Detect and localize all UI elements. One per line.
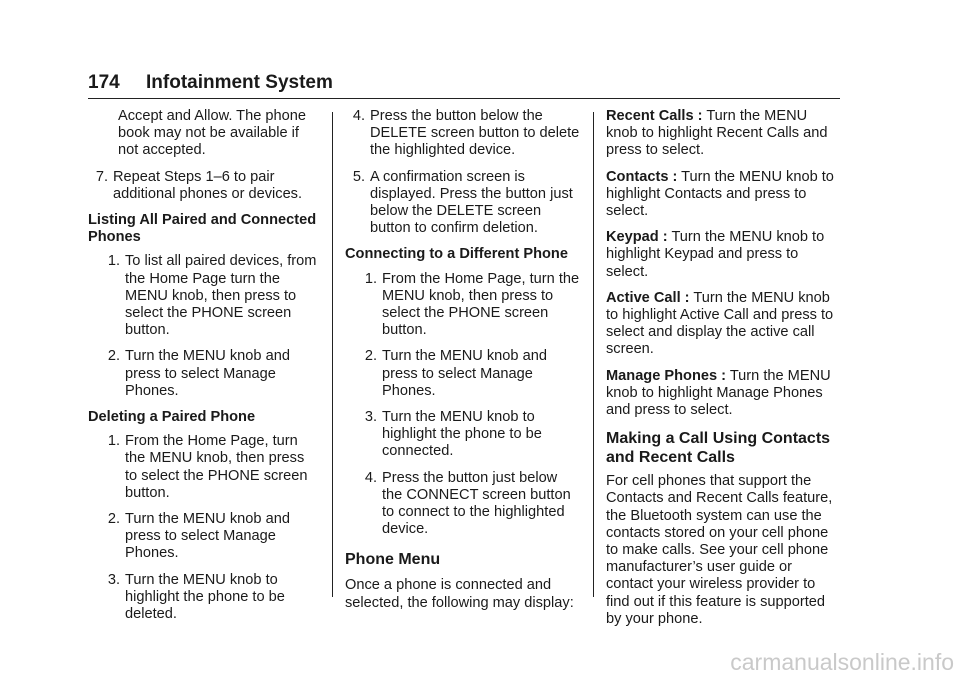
subheading-deleting: Deleting a Paired Phone [88,409,256,426]
option-text: Turn the MENU knob to highlight Active Call and press to select and display the active call screen. [606,289,834,358]
column-2 [345,108,581,621]
option-text: Turn the MENU knob to highlight Recent Calls and press to select. [606,108,828,159]
column-divider [332,112,333,597]
option-text: Turn the MENU knob to highlight Contacts and press to select. [606,168,834,220]
item-text: Press the button just below the CONNECT screen button to connect to the highlighted device. [382,469,571,538]
item-text: Turn the MENU knob to highlight the phone to be connected. [382,409,542,460]
watermark-text: carmanualsonline.info [730,649,954,675]
item-text: Turn the MENU knob and press to select Manage Phones. [125,511,290,562]
section-title: Infotainment System [146,72,333,93]
page-number: 174 [88,72,120,93]
list-item [88,511,320,563]
item-number: 7. [95,168,108,185]
column-1 [88,108,320,632]
item-number: 2. [364,348,377,365]
making-call-body: For cell phones that support the Contacts and Recent Calls feature, the Bluetooth system can use the contacts stored on your cell phone to make calls. See your cell phone manufacturer’s user guide or contact your wireless provider to find out if this feature is supported by your phone. [606,473,833,627]
item-text: Turn the MENU knob and press to select Manage Phones. [382,348,547,399]
list-item [88,253,320,339]
list-item [345,348,581,400]
list-item [345,470,581,539]
phone-menu-body: Once a phone is connected and selected, the following may display: [345,577,574,611]
option-contacts [606,169,840,221]
list-item [345,169,581,238]
item-text: From the Home Page, turn the MENU knob, then press to select the PHONE screen button. [382,270,580,339]
item-number: 2. [107,348,120,365]
item-number: 1. [107,433,120,450]
list-item [88,433,320,502]
list-item [88,169,320,203]
option-term: Manage Phones : [606,367,727,384]
item-text: A confirmation screen is displayed. Press the button just below the DELETE screen button to confirm deletion. [370,168,573,237]
subheading-listing: Listing All Paired and Connected Phones [88,212,317,246]
column-3 [606,108,840,637]
option-term: Keypad : [606,229,668,246]
option-manage-phones [606,368,840,420]
list-item [88,348,320,400]
item-text: Press the button below the DELETE screen button to delete the highlighted device. [370,108,580,159]
option-recent-calls [606,108,840,160]
page-header [88,70,840,100]
header-rule [88,98,840,99]
item-number: 3. [107,571,120,588]
subheading-connecting: Connecting to a Different Phone [345,246,568,263]
heading-phone-menu: Phone Menu [345,551,441,569]
option-active-call [606,290,840,359]
option-term: Active Call : [606,289,690,306]
option-term: Contacts : [606,168,678,185]
option-term: Recent Calls : [606,108,703,124]
item-text: Turn the MENU knob and press to select Manage Phones. [125,348,290,399]
column-divider [593,112,594,597]
item-text: Turn the MENU knob to highlight the phone to be deleted. [125,571,285,623]
item-text: From the Home Page, turn the MENU knob, then press to select the PHONE screen button. [125,433,308,501]
item-number: 3. [364,409,377,426]
item-number: 4. [364,469,377,486]
item-number: 1. [107,253,120,270]
list-item [345,271,581,340]
item-number: 4. [352,108,365,124]
continued-paragraph: Accept and Allow. The phone book may not be available if not accepted. [118,108,306,159]
option-text: Turn the MENU knob to highlight Manage Phones and press to select. [606,367,831,419]
item-text: To list all paired devices, from the Home Page turn the MENU knob, then press to select the PHONE screen button. [125,253,317,339]
item-text: Repeat Steps 1–6 to pair additional phones or devices. [113,168,303,202]
option-keypad [606,229,840,281]
item-number: 2. [107,511,120,528]
heading-making-call: Making a Call Using Contacts and Recent Calls [606,430,831,467]
item-number: 1. [364,270,377,287]
option-text: Turn the MENU knob to highlight Keypad and press to select. [606,229,825,280]
item-number: 5. [352,168,365,185]
list-item [345,108,581,160]
list-item [345,409,581,461]
list-item [88,572,320,624]
